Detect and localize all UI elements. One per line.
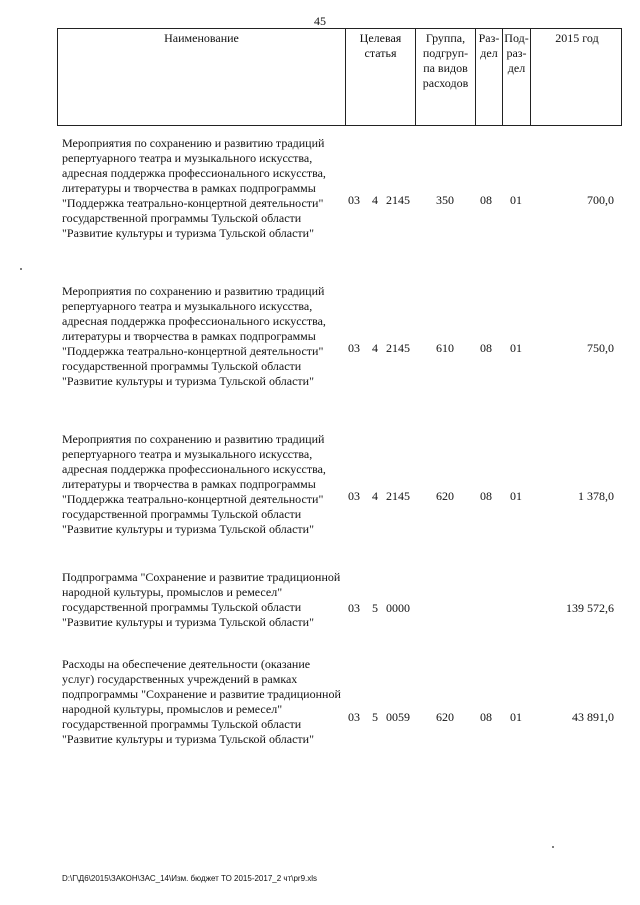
row-name: Подпрограмма "Сохранение и развитие традиционной народной культуры, промыслов и ремесел" государственной программы Тульской области "Развитие культуры и туризма Тульской области" — [62, 570, 341, 629]
row-subsection: 01 — [510, 193, 522, 207]
page-number: 45 — [314, 14, 326, 28]
header-group: Группа, подгруп- па видов расходов — [416, 29, 476, 125]
row-name: Мероприятия по сохранению и развитию традиций репертуарного театра и музыкального искусства, адресная поддержка профессионального искусства, литературы и творчества в рамках подпрограммы "Поддержка театрально-концертной деятельности" государственной программы Тульской области "Развитие культуры и туризма Тульской области" — [62, 136, 326, 240]
row-sub: 4 — [372, 341, 378, 355]
header-target: Целевая статья — [346, 29, 416, 125]
row-section: 08 — [480, 489, 492, 503]
row-name: Мероприятия по сохранению и развитию традиций репертуарного театра и музыкального искусства, адресная поддержка профессионального искусства, литературы и творчества в рамках подпрограммы "Поддержка театрально-концертной деятельности" государственной программы Тульской области "Развитие культуры и туризма Тульской области" — [62, 432, 326, 536]
row-prog: 03 — [348, 710, 360, 724]
scan-speck — [20, 268, 22, 270]
row-code: 2145 — [386, 193, 410, 207]
row-sub: 4 — [372, 193, 378, 207]
row-name: Расходы на обеспечение деятельности (оказание услуг) государственных учреждений в рамках подпрограммы "Сохранение и развитие традиционной народной культуры, промыслов и ремесел" государственной программы Тульской области "Развитие культуры и туризма Тульской области" — [62, 657, 341, 746]
row-amount: 139 572,6 — [566, 601, 614, 615]
row-amount: 43 891,0 — [572, 710, 614, 724]
row-sub: 5 — [372, 710, 378, 724]
row-section: 08 — [480, 193, 492, 207]
row-section: 08 — [480, 710, 492, 724]
row-subsection: 01 — [510, 710, 522, 724]
row-code: 0059 — [386, 710, 410, 724]
row-code: 2145 — [386, 489, 410, 503]
row-prog: 03 — [348, 341, 360, 355]
row-section: 08 — [480, 341, 492, 355]
row-name: Мероприятия по сохранению и развитию традиций репертуарного театра и музыкального искусства, адресная поддержка профессионального искусства, литературы и творчества в рамках подпрограммы "Поддержка театрально-концертной деятельности" государственной программы Тульской области "Развитие культуры и туризма Тульской области" — [62, 284, 326, 388]
row-sub: 5 — [372, 601, 378, 615]
row-prog: 03 — [348, 489, 360, 503]
row-group: 610 — [436, 341, 454, 355]
scan-speck — [552, 846, 554, 848]
header-section: Раз- дел — [476, 29, 503, 125]
header-name: Наименование — [58, 29, 346, 125]
row-code: 2145 — [386, 341, 410, 355]
row-sub: 4 — [372, 489, 378, 503]
header-subsection: Под- раз- дел — [503, 29, 531, 125]
row-group: 620 — [436, 489, 454, 503]
row-prog: 03 — [348, 193, 360, 207]
table-header — [57, 28, 622, 126]
row-amount: 700,0 — [587, 193, 614, 207]
row-code: 0000 — [386, 601, 410, 615]
row-amount: 1 378,0 — [578, 489, 614, 503]
row-group: 350 — [436, 193, 454, 207]
file-path-footer: D:\Г\Д6\2015\ЗАКОН\ЗАС_14\Изм. бюджет ТО 2015-2017_2 чт\pr9.xls — [62, 874, 318, 883]
row-subsection: 01 — [510, 489, 522, 503]
header-year: 2015 год — [555, 31, 599, 45]
row-subsection: 01 — [510, 341, 522, 355]
row-group: 620 — [436, 710, 454, 724]
row-prog: 03 — [348, 601, 360, 615]
row-amount: 750,0 — [587, 341, 614, 355]
